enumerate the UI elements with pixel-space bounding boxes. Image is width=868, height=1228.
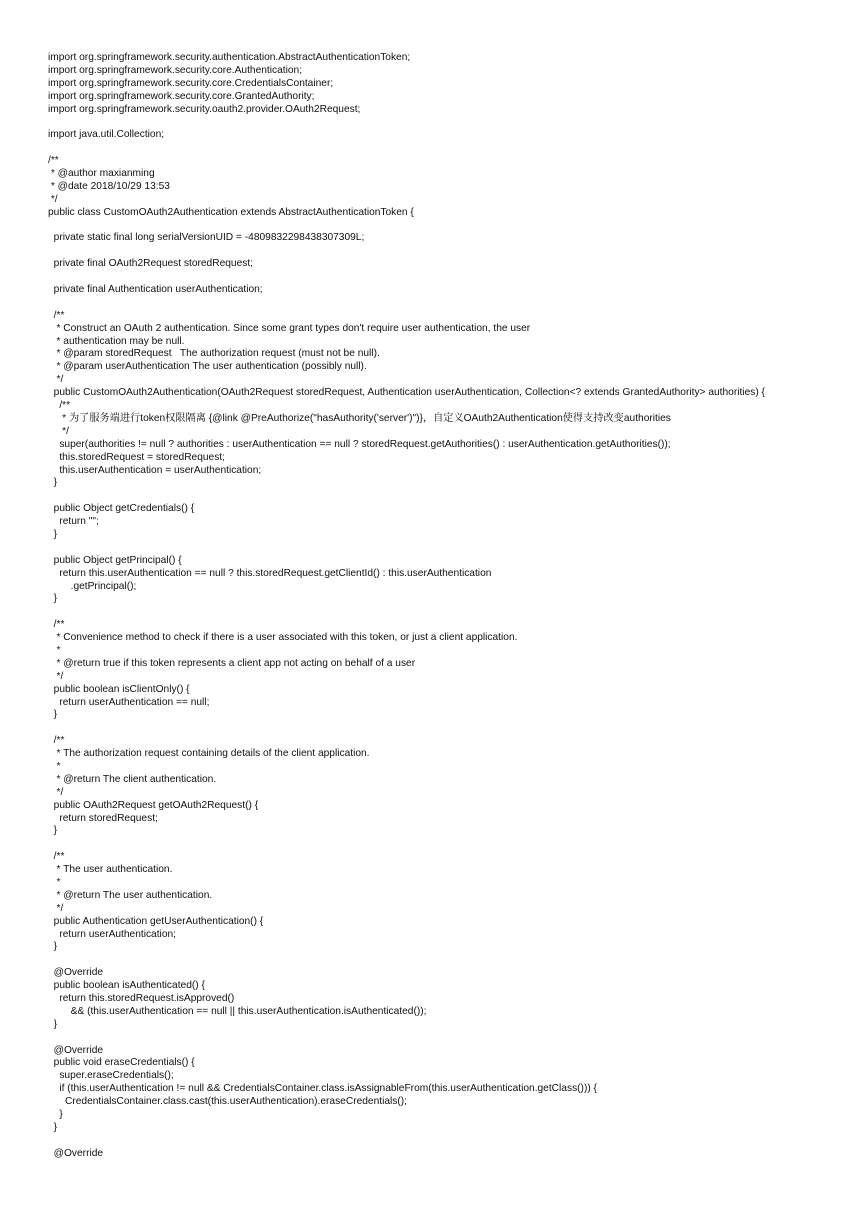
code-line: /** <box>48 851 65 863</box>
code-line: @Override <box>48 1147 104 1159</box>
code-line: return ""; <box>48 516 99 528</box>
code-line: import org.springframework.security.core.CredentialsContainer; <box>48 77 334 89</box>
code-line: } <box>48 941 58 953</box>
code-line: * @author maxianming <box>48 168 155 180</box>
code-line: /** <box>48 400 71 412</box>
code-line: import org.springframework.security.oauth2.provider.OAuth2Request; <box>48 103 361 115</box>
code-line <box>48 606 848 619</box>
code-listing <box>48 52 848 1161</box>
code-line: public CustomOAuth2Authentication(OAuth2Request storedRequest, Authentication userAuthentication, Collection<? extends GrantedAuthority> authorities) { <box>48 387 765 399</box>
code-line <box>48 271 848 284</box>
code-line: public Authentication getUserAuthentication() { <box>48 915 264 927</box>
code-line: && (this.userAuthentication == null || this.userAuthentication.isAuthenticated()); <box>48 1005 427 1017</box>
code-line <box>48 245 848 258</box>
code-line <box>48 142 848 155</box>
code-line: super.eraseCredentials(); <box>48 1070 174 1082</box>
code-line: */ <box>48 425 69 437</box>
code-line: * @return true if this token represents a client app not acting on behalf of a user <box>48 657 416 669</box>
code-line: return userAuthentication == null; <box>48 696 210 708</box>
code-line: return this.storedRequest.isApproved() <box>48 993 235 1005</box>
code-line: /** <box>48 735 65 747</box>
code-line: * <box>48 760 61 772</box>
code-line: public void eraseCredentials() { <box>48 1057 195 1069</box>
code-line: import org.springframework.security.authentication.AbstractAuthenticationToken; <box>48 52 411 63</box>
code-line: * 为了服务端进行token权限隔离 {@link @PreAuthorize("hasAuthority('server')")}，自定义OAuth2Authentication使得支持改变authorities <box>48 412 671 424</box>
code-line: @Override <box>48 967 104 979</box>
code-line: public Object getPrincipal() { <box>48 554 182 566</box>
code-line: } <box>48 709 58 721</box>
code-line <box>48 954 848 967</box>
code-line <box>48 722 848 735</box>
code-line: * The authorization request containing details of the client application. <box>48 748 370 760</box>
code-line: */ <box>48 193 58 205</box>
code-line: return storedRequest; <box>48 812 158 824</box>
code-line: */ <box>48 670 64 682</box>
code-line: private static final long serialVersionUID = -4809832298438307309L; <box>48 232 365 244</box>
code-line: CredentialsContainer.class.cast(this.userAuthentication).eraseCredentials(); <box>48 1096 407 1108</box>
code-line: * <box>48 877 61 888</box>
code-line: /** <box>48 619 65 631</box>
code-line: return this.userAuthentication == null ? this.storedRequest.getClientId() : this.userAuthentication <box>48 567 492 579</box>
code-line: * @return The client authentication. <box>48 773 217 785</box>
code-line: * @param storedRequest The authorization request (must not be null). <box>48 348 380 360</box>
code-line: import org.springframework.security.core.Authentication; <box>48 64 303 76</box>
code-line: @Override <box>48 1044 104 1056</box>
code-line: public boolean isAuthenticated() { <box>48 980 205 992</box>
code-line: import java.util.Collection; <box>48 129 165 141</box>
code-line: */ <box>48 786 64 798</box>
code-line: import org.springframework.security.core.GrantedAuthority; <box>48 90 315 102</box>
code-line <box>48 490 848 503</box>
code-line: } <box>48 1121 58 1133</box>
code-line: public OAuth2Request getOAuth2Request() { <box>48 799 259 811</box>
code-line: } <box>48 1018 58 1030</box>
code-line: public class CustomOAuth2Authentication extends AbstractAuthenticationToken { <box>48 206 414 218</box>
code-line: public Object getCredentials() { <box>48 503 195 515</box>
code-line: super(authorities != null ? authorities : userAuthentication == null ? storedRequest.getAuthorities() : userAuthentication.getAuthorities()); <box>48 438 671 450</box>
code-line: * <box>48 644 61 656</box>
code-line: public boolean isClientOnly() { <box>48 683 190 695</box>
code-line: } <box>48 528 58 540</box>
code-line: /** <box>48 309 65 321</box>
code-line: private final Authentication userAuthentication; <box>48 284 263 296</box>
code-line: private final OAuth2Request storedRequest; <box>48 258 253 270</box>
code-line <box>48 838 848 851</box>
code-line: .getPrincipal(); <box>48 580 137 592</box>
code-line: */ <box>48 374 64 386</box>
code-line: } <box>48 593 58 605</box>
code-line: } <box>48 1109 63 1121</box>
code-line: */ <box>48 902 64 914</box>
code-line <box>48 116 848 129</box>
code-line: * Construct an OAuth 2 authentication. Since some grant types don't require user authentication, the user <box>48 322 531 334</box>
code-line <box>48 1032 848 1045</box>
code-line: this.userAuthentication = userAuthentication; <box>48 464 262 476</box>
code-line: * authentication may be null. <box>48 335 185 347</box>
code-line: * @return The user authentication. <box>48 889 213 901</box>
code-line: * Convenience method to check if there is a user associated with this token, or just a client application. <box>48 632 518 644</box>
code-line <box>48 1135 848 1148</box>
code-line <box>48 542 848 555</box>
code-line: /** <box>48 155 59 167</box>
code-line: * The user authentication. <box>48 864 173 876</box>
code-line: if (this.userAuthentication != null && CredentialsContainer.class.isAssignableFrom(this.userAuthentication.getClass())) { <box>48 1083 597 1095</box>
code-line <box>48 297 848 310</box>
code-line: } <box>48 825 58 837</box>
code-line: return userAuthentication; <box>48 928 176 940</box>
code-line: * @date 2018/10/29 13:53 <box>48 180 170 192</box>
code-line: } <box>48 477 58 489</box>
code-line: * @param userAuthentication The user authentication (possibly null). <box>48 361 367 373</box>
code-line: this.storedRequest = storedRequest; <box>48 451 225 463</box>
code-line <box>48 220 848 233</box>
